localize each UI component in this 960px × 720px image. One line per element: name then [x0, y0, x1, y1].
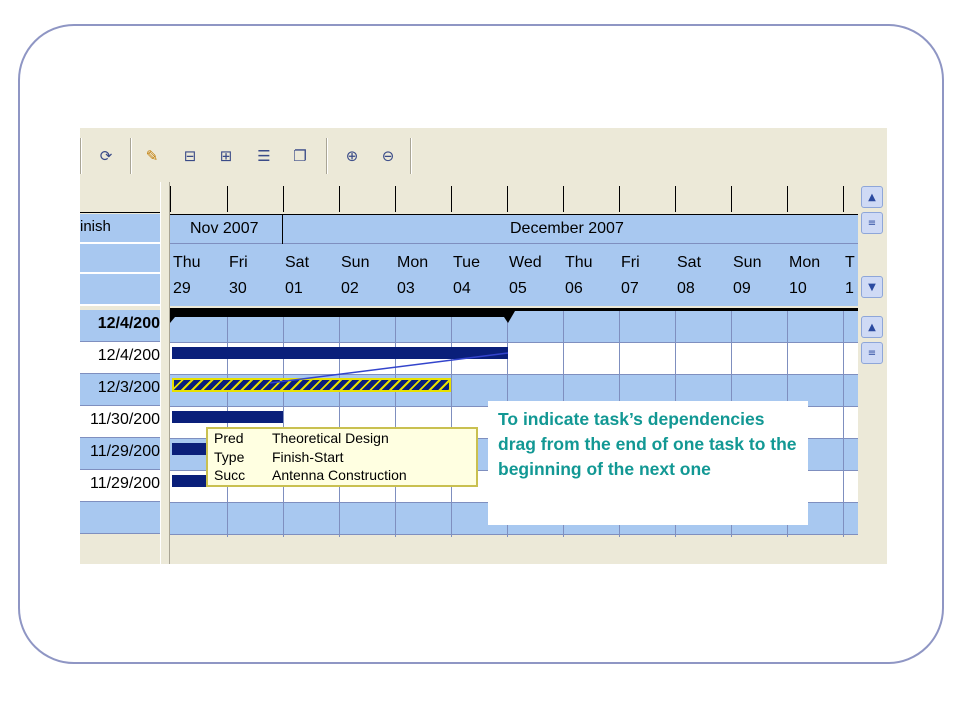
- day-name: T: [845, 254, 855, 271]
- timeline-tick: [283, 186, 284, 212]
- day-header-row: [170, 244, 858, 306]
- day-number: 09: [733, 280, 751, 297]
- finish-column-header[interactable]: inish: [80, 214, 160, 244]
- day-number: 03: [397, 280, 415, 297]
- unlink-tasks-icon[interactable]: ⊞: [219, 147, 233, 165]
- day-number: 01: [285, 280, 303, 297]
- dependency-tooltip: [206, 427, 478, 487]
- day-gridline: [843, 311, 844, 537]
- timeline-tick: [227, 186, 228, 212]
- tooltip-key: Type: [214, 449, 245, 465]
- day-number: 29: [173, 280, 191, 297]
- tooltip-value: Theoretical Design: [272, 430, 389, 446]
- scroll-up-icon[interactable]: ▲: [861, 316, 883, 338]
- refresh-icon[interactable]: ⟳: [99, 147, 113, 165]
- toolbar-separator: [80, 138, 82, 174]
- task-grid: [80, 182, 160, 564]
- timeline-tick: [563, 186, 564, 212]
- timeline-tick: [731, 186, 732, 212]
- day-number: 05: [509, 280, 527, 297]
- grid-header-spacer: [80, 274, 160, 306]
- toolbar-separator: [326, 138, 328, 174]
- grid-header-blank: [80, 182, 160, 213]
- outline-icon[interactable]: ☰: [257, 147, 271, 165]
- scroll-thumb[interactable]: ≡: [861, 212, 883, 234]
- timeline-tick: [843, 186, 844, 212]
- day-number: 07: [621, 280, 639, 297]
- timeline-tick: [395, 186, 396, 212]
- day-name: Sat: [677, 254, 702, 271]
- day-name: Thu: [565, 254, 593, 271]
- finish-cell[interactable]: 12/4/200: [80, 342, 160, 374]
- month-divider: [282, 215, 283, 245]
- day-name: Wed: [509, 254, 542, 271]
- timeline-tick: [170, 186, 171, 212]
- timeline-tick: [675, 186, 676, 212]
- copy-icon[interactable]: ❐: [293, 147, 307, 165]
- finish-cell[interactable]: 11/30/200: [80, 406, 160, 438]
- timeline-tick: [787, 186, 788, 212]
- day-number: 1: [845, 280, 854, 297]
- empty-row: [80, 502, 160, 534]
- zoom-out-icon[interactable]: ⊖: [381, 147, 395, 165]
- body-scrollbar[interactable]: [858, 308, 887, 564]
- grid-header-spacer: [80, 244, 160, 274]
- finish-cell[interactable]: 12/3/200: [80, 374, 160, 406]
- day-name: Tue: [453, 254, 480, 271]
- scroll-thumb[interactable]: ≡: [861, 342, 883, 364]
- tooltip-type-row: [214, 449, 344, 467]
- tooltip-pred-row: [214, 430, 389, 448]
- edit-task-icon[interactable]: ✎: [145, 147, 159, 165]
- day-number: 30: [229, 280, 247, 297]
- dependency-drag-line: [170, 311, 515, 411]
- pane-splitter[interactable]: [160, 182, 170, 564]
- toolbar: [80, 128, 887, 183]
- timeline-tick: [507, 186, 508, 212]
- day-name: Sat: [285, 254, 310, 271]
- task-bar[interactable]: [172, 411, 283, 423]
- day-number: 08: [677, 280, 695, 297]
- tooltip-key: Succ: [214, 467, 246, 483]
- timeline-tick: [451, 186, 452, 212]
- scroll-up-icon[interactable]: ▲: [861, 186, 883, 208]
- day-name: Fri: [621, 254, 640, 271]
- finish-cell[interactable]: 11/29/200: [80, 470, 160, 502]
- day-name: Sun: [341, 254, 370, 271]
- header-scrollbar[interactable]: [858, 182, 887, 302]
- zoom-in-icon[interactable]: ⊕: [345, 147, 359, 165]
- day-name: Mon: [397, 254, 429, 271]
- timeline-tick: [619, 186, 620, 212]
- tooltip-value: Finish-Start: [272, 449, 344, 465]
- finish-cell[interactable]: 12/4/200: [80, 310, 160, 342]
- month-header-row: [170, 214, 858, 244]
- finish-cell[interactable]: 11/29/200: [80, 438, 160, 470]
- month-label: Nov 2007: [190, 220, 259, 237]
- tooltip-key: Pred: [214, 430, 244, 446]
- toolbar-separator: [410, 138, 412, 174]
- day-number: 02: [341, 280, 359, 297]
- tooltip-value: Antenna Construction: [272, 467, 407, 483]
- scroll-down-icon[interactable]: ▼: [861, 276, 883, 298]
- timeline-top-bar: [170, 182, 858, 216]
- day-number: 06: [565, 280, 583, 297]
- day-name: Thu: [173, 254, 201, 271]
- day-name: Fri: [229, 254, 248, 271]
- instruction-callout: To indicate task’s dependencies drag from the end of one task to the beginning of the next one: [488, 401, 808, 525]
- day-name: Mon: [789, 254, 821, 271]
- timeline-tick: [339, 186, 340, 212]
- day-name: Sun: [733, 254, 762, 271]
- toolbar-separator: [130, 138, 132, 174]
- link-tasks-icon[interactable]: ⊟: [183, 147, 197, 165]
- tooltip-succ-row: [214, 467, 407, 485]
- month-label: December 2007: [510, 220, 624, 237]
- day-number: 04: [453, 280, 471, 297]
- day-number: 10: [789, 280, 807, 297]
